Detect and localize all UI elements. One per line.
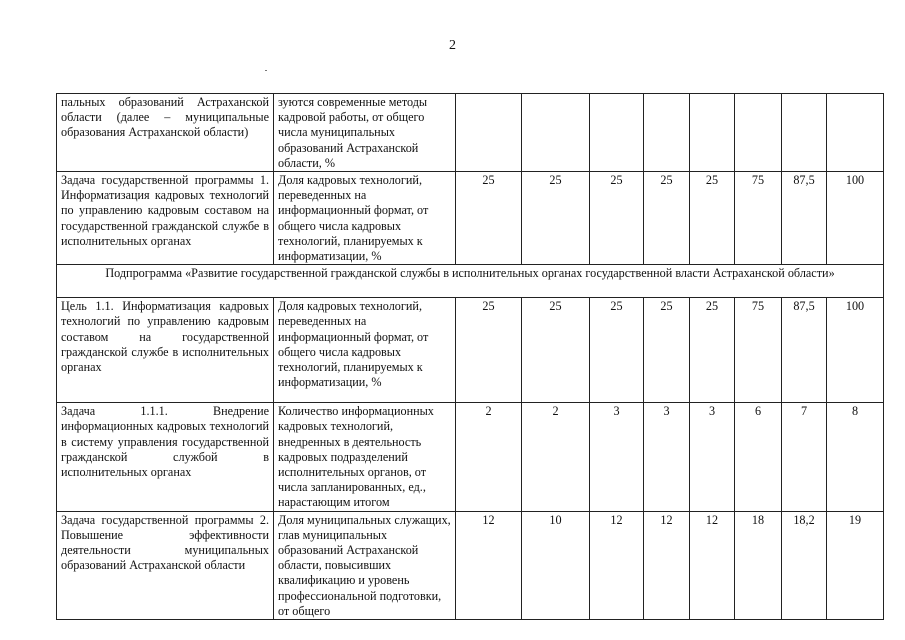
row-task-2 (57, 511, 884, 619)
value-cell: 25 (522, 298, 590, 403)
indicators-table (56, 93, 884, 620)
goal-cell: Цель 1.1. Информатизация кадровых технологий по управлению кадровым составом на государственной гражданской службе в исполнительных органах (57, 298, 274, 403)
value-cell: 100 (827, 298, 884, 403)
value-cell (782, 94, 827, 172)
value-cell: 10 (522, 511, 590, 619)
value-cell: 3 (690, 403, 735, 511)
row-goal-1-1 (57, 298, 884, 403)
goal-cell: Задача 1.1.1. Внедрение информационных кадровых технологий в систему управления государственной гражданской службой в исполнительных органах (57, 403, 274, 511)
value-cell: 12 (590, 511, 644, 619)
value-cell: 3 (644, 403, 690, 511)
indicator-cell: Доля кадровых технологий, переведенных на информационный формат, от общего числа кадровых технологий, планируемых к информатизации, % (274, 172, 456, 265)
value-cell: 87,5 (782, 298, 827, 403)
value-cell: 8 (827, 403, 884, 511)
value-cell: 3 (590, 403, 644, 511)
value-cell (590, 94, 644, 172)
value-cell: 25 (590, 172, 644, 265)
value-cell: 12 (456, 511, 522, 619)
value-cell: 25 (456, 298, 522, 403)
value-cell: 12 (690, 511, 735, 619)
value-cell: 19 (827, 511, 884, 619)
value-cell (522, 94, 590, 172)
value-cell (456, 94, 522, 172)
value-cell: 25 (690, 298, 735, 403)
value-cell (735, 94, 782, 172)
indicator-cell: Доля муниципальных служащих, глав муниципальных образований Астраханской области, повысивших квалификацию и уровень профессиональной подготовки, от общего (274, 511, 456, 619)
value-cell: 75 (735, 172, 782, 265)
row-continuation (57, 94, 884, 172)
row-task-1 (57, 172, 884, 265)
value-cell: 12 (644, 511, 690, 619)
goal-cell: Задача государственной программы 2. Повышение эффективности деятельности муниципальных образований Астраханской области (57, 511, 274, 619)
value-cell: 25 (644, 172, 690, 265)
value-cell: 25 (690, 172, 735, 265)
page-number: 2 (449, 38, 456, 53)
row-task-1-1-1 (57, 403, 884, 511)
value-cell (644, 94, 690, 172)
value-cell: 25 (456, 172, 522, 265)
value-cell: 7 (782, 403, 827, 511)
indicator-cell: Доля кадровых технологий, переведенных на информационный формат, от общего числа кадровых технологий, планируемых к информатизации, % (274, 298, 456, 403)
indicator-cell: Количество информационных кадровых технологий, внедренных в деятельность кадровых подразделений исполнительных органов, от числа запланированных, ед., нарастающим итогом (274, 403, 456, 511)
goal-cell: пальных образований Астраханской области (далее – муниципальные образования Астраханской области) (57, 94, 274, 172)
goal-cell: Задача государственной программы 1. Информатизация кадровых технологий по управлению кадровым составом на государственной гражданской службе в исполнительных органах (57, 172, 274, 265)
indicator-cell: зуются современные методы кадровой работы, от общего числа муниципальных образований Астраханской области, % (274, 94, 456, 172)
value-cell: 75 (735, 298, 782, 403)
value-cell: 87,5 (782, 172, 827, 265)
scan-speck (265, 70, 267, 71)
row-subprogram (57, 265, 884, 298)
value-cell: 6 (735, 403, 782, 511)
value-cell: 18 (735, 511, 782, 619)
value-cell: 25 (590, 298, 644, 403)
value-cell: 25 (522, 172, 590, 265)
value-cell: 2 (522, 403, 590, 511)
value-cell: 25 (644, 298, 690, 403)
value-cell: 100 (827, 172, 884, 265)
value-cell: 18,2 (782, 511, 827, 619)
subprogram-title: Подпрограмма «Развитие государственной гражданской службы в исполнительных органах государственной власти Астраханской области» (57, 265, 884, 298)
value-cell (827, 94, 884, 172)
value-cell: 2 (456, 403, 522, 511)
value-cell (690, 94, 735, 172)
